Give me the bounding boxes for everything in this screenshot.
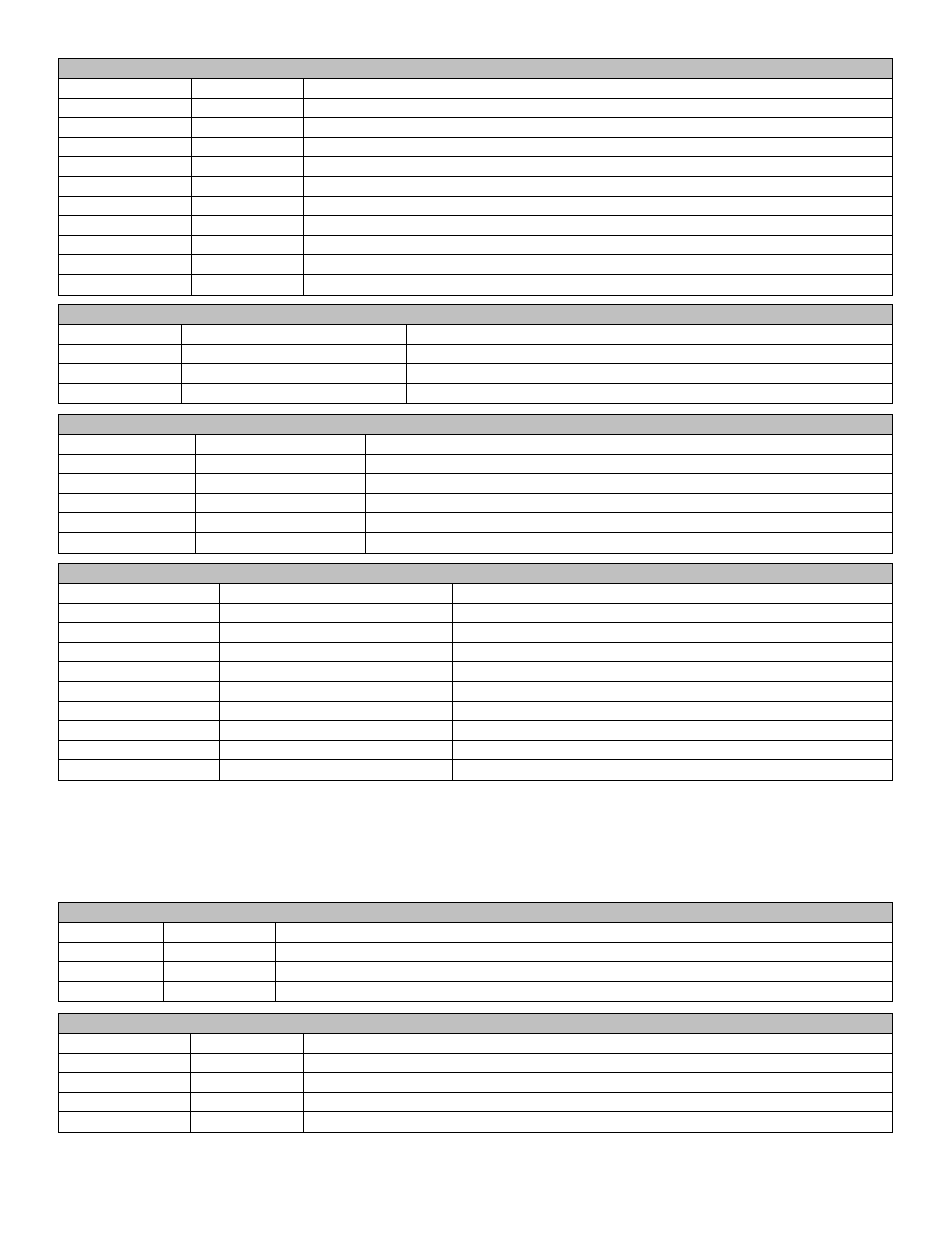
table-cell <box>59 99 192 118</box>
table-cell <box>220 584 453 603</box>
table-header-bar <box>59 564 892 584</box>
table-cell <box>59 435 196 454</box>
table-cell <box>192 275 304 295</box>
table-cell <box>220 643 453 662</box>
table-row <box>59 118 892 138</box>
table-cell <box>304 1054 892 1073</box>
table-cell <box>191 1034 304 1053</box>
table-row <box>59 662 892 682</box>
table-cell <box>59 584 220 603</box>
form-table <box>58 902 893 1002</box>
table-row <box>59 455 892 475</box>
table-cell <box>59 157 192 176</box>
table-row <box>59 474 892 494</box>
table-cell <box>59 384 182 404</box>
table-cell <box>366 494 892 513</box>
table-cell <box>164 923 276 942</box>
table-row <box>59 138 892 158</box>
table-cell <box>220 741 453 760</box>
table-cell <box>407 345 892 364</box>
table-cell <box>220 662 453 681</box>
table-cell <box>366 533 892 553</box>
table-cell <box>220 721 453 740</box>
table-cell <box>276 962 892 981</box>
table-row <box>59 1093 892 1113</box>
table-cell <box>276 982 892 1002</box>
table-cell <box>59 923 164 942</box>
table-cell <box>304 275 892 295</box>
table-cell <box>304 236 892 255</box>
table-cell <box>59 702 220 721</box>
table-header-bar <box>59 305 892 325</box>
table-cell <box>59 1112 191 1132</box>
table-row <box>59 584 892 604</box>
table-cell <box>276 943 892 962</box>
table-header-bar <box>59 1014 892 1034</box>
table-cell <box>220 702 453 721</box>
table-cell <box>366 455 892 474</box>
table-row <box>59 1054 892 1074</box>
table-row <box>59 1112 892 1132</box>
table-cell <box>407 364 892 383</box>
table-cell <box>304 138 892 157</box>
table-row <box>59 702 892 722</box>
table-row <box>59 157 892 177</box>
table-row <box>59 760 892 780</box>
table-row <box>59 345 892 365</box>
table-cell <box>59 255 192 274</box>
table-cell <box>191 1093 304 1112</box>
table-row <box>59 197 892 217</box>
table-cell <box>453 623 892 642</box>
table-cell <box>220 604 453 623</box>
table-cell <box>220 682 453 701</box>
table-row <box>59 435 892 455</box>
table-cell <box>59 662 220 681</box>
table-cell <box>453 741 892 760</box>
table-cell <box>59 962 164 981</box>
table-cell <box>196 435 366 454</box>
table-cell <box>304 1034 892 1053</box>
table-row <box>59 962 892 982</box>
table-cell <box>196 513 366 532</box>
table-cell <box>59 1054 191 1073</box>
table-cell <box>191 1073 304 1092</box>
table-cell <box>59 682 220 701</box>
table-cell <box>59 455 196 474</box>
table-cell <box>59 138 192 157</box>
table-row <box>59 384 892 404</box>
table-cell <box>191 1112 304 1132</box>
table-row <box>59 604 892 624</box>
table-cell <box>276 923 892 942</box>
table-cell <box>164 982 276 1002</box>
form-table <box>58 304 893 404</box>
table-cell <box>59 623 220 642</box>
table-row <box>59 177 892 197</box>
table-cell <box>220 623 453 642</box>
table-cell <box>453 721 892 740</box>
table-cell <box>59 275 192 295</box>
table-row <box>59 721 892 741</box>
table-row <box>59 533 892 553</box>
table-cell <box>196 494 366 513</box>
table-row <box>59 236 892 256</box>
table-cell <box>59 1093 191 1112</box>
table-cell <box>192 79 304 98</box>
form-table <box>58 563 893 781</box>
table-cell <box>192 197 304 216</box>
table-cell <box>59 364 182 383</box>
table-row <box>59 364 892 384</box>
table-cell <box>304 1112 892 1132</box>
table-cell <box>304 197 892 216</box>
table-cell <box>182 364 407 383</box>
table-cell <box>366 474 892 493</box>
table-row <box>59 99 892 119</box>
form-table <box>58 58 893 296</box>
table-row <box>59 255 892 275</box>
table-cell <box>59 741 220 760</box>
table-cell <box>192 157 304 176</box>
table-cell <box>453 604 892 623</box>
table-cell <box>59 216 192 235</box>
table-row <box>59 943 892 963</box>
table-cell <box>407 325 892 344</box>
table-cell <box>366 513 892 532</box>
table-cell <box>192 177 304 196</box>
table-header-bar <box>59 903 892 923</box>
table-cell <box>220 760 453 780</box>
table-cell <box>164 943 276 962</box>
table-cell <box>59 760 220 780</box>
table-cell <box>304 177 892 196</box>
table-cell <box>59 79 192 98</box>
table-row <box>59 923 892 943</box>
table-row <box>59 643 892 663</box>
table-row <box>59 325 892 345</box>
table-cell <box>59 982 164 1002</box>
table-cell <box>192 255 304 274</box>
table-cell <box>59 325 182 344</box>
table-cell <box>304 118 892 137</box>
table-row <box>59 741 892 761</box>
table-cell <box>59 513 196 532</box>
table-row <box>59 1073 892 1093</box>
table-row <box>59 275 892 295</box>
form-table <box>58 414 893 554</box>
table-cell <box>59 643 220 662</box>
table-cell <box>59 721 220 740</box>
table-cell <box>453 702 892 721</box>
table-cell <box>407 384 892 404</box>
table-cell <box>453 584 892 603</box>
table-cell <box>59 533 196 553</box>
table-cell <box>59 604 220 623</box>
table-header-bar <box>59 59 892 79</box>
table-cell <box>192 118 304 137</box>
table-cell <box>182 384 407 404</box>
form-table <box>58 1013 893 1133</box>
table-cell <box>453 682 892 701</box>
table-cell <box>59 943 164 962</box>
table-cell <box>59 1034 191 1053</box>
table-cell <box>304 157 892 176</box>
table-cell <box>366 435 892 454</box>
table-cell <box>59 474 196 493</box>
table-cell <box>164 962 276 981</box>
table-cell <box>182 325 407 344</box>
table-cell <box>304 1093 892 1112</box>
table-cell <box>196 474 366 493</box>
table-cell <box>304 255 892 274</box>
table-cell <box>453 643 892 662</box>
table-cell <box>59 1073 191 1092</box>
table-row <box>59 513 892 533</box>
table-cell <box>59 177 192 196</box>
table-cell <box>192 216 304 235</box>
table-row <box>59 216 892 236</box>
table-row <box>59 982 892 1002</box>
table-cell <box>59 197 192 216</box>
table-cell <box>59 494 196 513</box>
table-header-bar <box>59 415 892 435</box>
table-cell <box>59 118 192 137</box>
table-row <box>59 623 892 643</box>
table-row <box>59 1034 892 1054</box>
table-cell <box>304 79 892 98</box>
table-cell <box>304 1073 892 1092</box>
table-cell <box>304 216 892 235</box>
table-cell <box>182 345 407 364</box>
table-cell <box>192 236 304 255</box>
table-cell <box>453 662 892 681</box>
table-row <box>59 682 892 702</box>
table-cell <box>196 533 366 553</box>
table-cell <box>59 345 182 364</box>
table-cell <box>192 99 304 118</box>
table-row <box>59 79 892 99</box>
table-cell <box>59 236 192 255</box>
table-cell <box>453 760 892 780</box>
table-cell <box>196 455 366 474</box>
table-cell <box>304 99 892 118</box>
table-cell <box>191 1054 304 1073</box>
table-cell <box>192 138 304 157</box>
table-row <box>59 494 892 514</box>
